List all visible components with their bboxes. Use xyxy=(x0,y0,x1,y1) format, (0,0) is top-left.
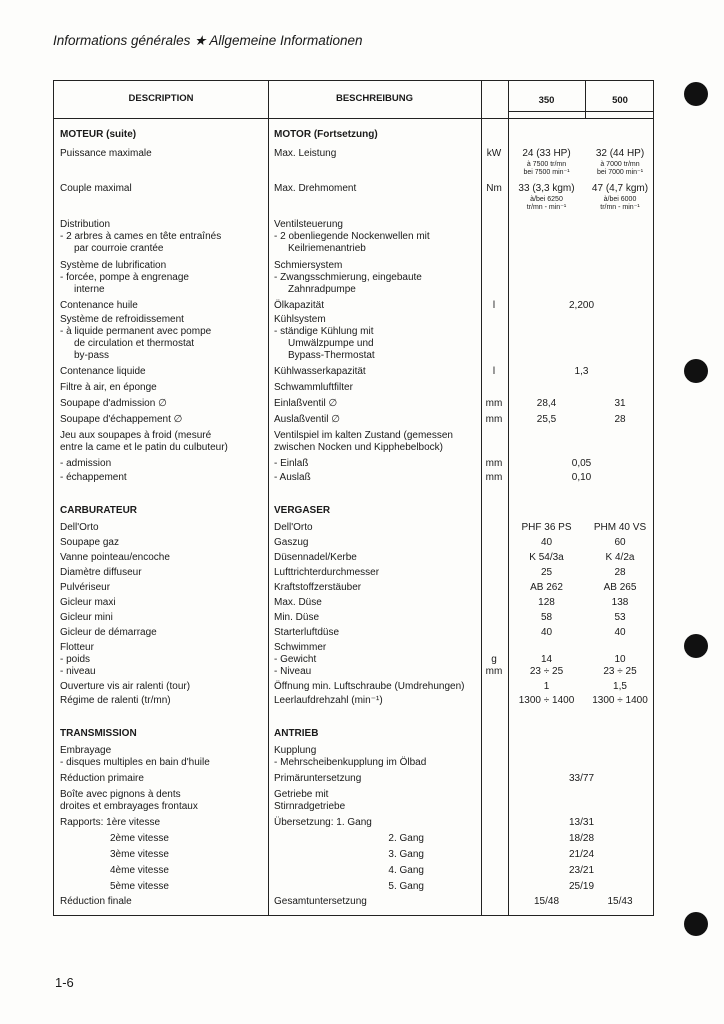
table-row xyxy=(54,567,655,579)
table-row xyxy=(54,284,655,296)
table-row xyxy=(54,654,655,666)
label-de: - Auslaß xyxy=(274,472,311,483)
label-fr: 5ème vitesse xyxy=(110,881,169,892)
value-note: bei 7000 min⁻¹ xyxy=(596,169,644,176)
value-500: 1,5 xyxy=(613,681,627,692)
value-350: 40 xyxy=(540,537,553,548)
label-fr: Rapports: 1ère vitesse xyxy=(60,817,161,828)
label-fr: Soupape gaz xyxy=(60,537,119,548)
header-beschreibung: BESCHREIBUNG xyxy=(335,93,414,104)
label-de: 2. Gang xyxy=(388,833,424,844)
label-de: - Gewicht xyxy=(274,654,317,665)
value-500: 47 (4,7 kgm) xyxy=(591,183,649,194)
label-de: Öffnung min. Luftschraube (Umdrehungen) xyxy=(274,681,465,692)
table-row xyxy=(54,314,655,326)
label-de: 4. Gang xyxy=(388,865,424,876)
label-fr: Couple maximal xyxy=(60,183,132,194)
label-de: 3. Gang xyxy=(388,849,424,860)
label-fr: Filtre à air, en éponge xyxy=(60,382,157,393)
label-fr: droites et embrayages frontaux xyxy=(60,801,198,812)
table-row xyxy=(54,398,655,410)
unit: mm xyxy=(485,458,503,469)
value-500: 32 (44 HP) xyxy=(595,148,645,159)
value-500: PHM 40 VS xyxy=(593,522,647,533)
value-both: 0,05 xyxy=(571,458,592,469)
label-de: - Niveau xyxy=(274,666,312,677)
section-title: TRANSMISSION xyxy=(60,728,137,739)
value-350: 1300 ÷ 1400 xyxy=(518,695,575,706)
label-de: Bypass-Thermostat xyxy=(288,350,375,361)
label-fr: Contenance huile xyxy=(60,300,138,311)
table-row xyxy=(54,552,655,564)
label-fr: - échappement xyxy=(60,472,127,483)
binder-hole-mark xyxy=(684,82,708,106)
value-500: 31 xyxy=(614,398,626,409)
label-de: Ventilsteuerung xyxy=(274,219,343,230)
label-fr: Diamètre diffuseur xyxy=(60,567,142,578)
value-500: 40 xyxy=(614,627,626,638)
value-both: 1,3 xyxy=(574,366,589,377)
label-fr: de circulation et thermostat xyxy=(74,338,195,349)
label-fr: Système de lubrification xyxy=(60,260,167,271)
value-500: 60 xyxy=(614,537,626,548)
value-350: 15/48 xyxy=(533,896,560,907)
value-500: AB 265 xyxy=(603,582,637,593)
label-fr: Boîte avec pignons à dents xyxy=(60,789,181,800)
label-de: Max. Düse xyxy=(274,597,322,608)
value-350: 25,5 xyxy=(536,414,557,425)
table-row xyxy=(54,430,655,442)
unit: l xyxy=(492,300,496,311)
table-row xyxy=(54,458,655,470)
binder-hole-mark xyxy=(684,634,708,658)
value-350: 28,4 xyxy=(536,398,557,409)
unit: mm xyxy=(485,398,503,409)
table-row xyxy=(54,833,655,845)
table-row xyxy=(54,272,655,284)
label-de: Max. Drehmoment xyxy=(274,183,357,194)
label-fr: Ouverture vis air ralenti (tour) xyxy=(60,681,191,692)
label-de: - Einlaß xyxy=(274,458,309,469)
value-350: AB 262 xyxy=(530,582,563,593)
label-de: Lufttrichterdurchmesser xyxy=(274,567,380,578)
table-row xyxy=(54,612,655,624)
value-both: 23/21 xyxy=(568,865,595,876)
value-note: tr/mn - min⁻¹ xyxy=(526,204,567,211)
table-row xyxy=(54,414,655,426)
label-fr: - à liquide permanent avec pompe xyxy=(60,326,212,337)
table-row xyxy=(54,148,655,160)
section-title: ANTRIEB xyxy=(274,728,319,739)
label-fr: entre la came et le patin du culbuteur) xyxy=(60,442,228,453)
label-fr: 3ème vitesse xyxy=(110,849,169,860)
label-fr: Distribution xyxy=(60,219,111,230)
header-350: 350 xyxy=(538,95,555,106)
table-row xyxy=(54,260,655,272)
value-note: tr/mn - min⁻¹ xyxy=(600,204,640,211)
label-fr: Régime de ralenti (tr/mn) xyxy=(60,695,171,706)
table-row xyxy=(54,728,655,740)
value-both: 13/31 xyxy=(568,817,595,828)
label-fr: Gicleur maxi xyxy=(60,597,116,608)
label-de: Ölkapazität xyxy=(274,300,325,311)
label-de: Düsennadel/Kerbe xyxy=(274,552,357,563)
label-de: Einlaßventil ∅ xyxy=(274,398,338,409)
label-fr: Embrayage xyxy=(60,745,112,756)
table-row xyxy=(54,472,655,484)
table-row xyxy=(54,505,655,517)
label-de: - 2 obenliegende Nockenwellen mit xyxy=(274,231,430,242)
header-divider xyxy=(508,111,653,112)
page-number: 1-6 xyxy=(55,975,74,990)
label-fr: Puissance maximale xyxy=(60,148,152,159)
label-de: - Zwangsschmierung, eingebaute xyxy=(274,272,422,283)
value-350: 1 xyxy=(543,681,550,692)
value-350: 23 ÷ 25 xyxy=(529,666,564,677)
table-row xyxy=(54,326,655,338)
table-row xyxy=(54,681,655,693)
table-row xyxy=(54,300,655,312)
label-fr: by-pass xyxy=(74,350,110,361)
table-row xyxy=(54,789,655,801)
table-row xyxy=(54,597,655,609)
label-de: Auslaßventil ∅ xyxy=(274,414,340,425)
table-row xyxy=(54,695,655,707)
unit: mm xyxy=(485,666,503,677)
label-fr: Système de refroidissement xyxy=(60,314,184,325)
label-fr: par courroie crantée xyxy=(74,243,164,254)
unit: l xyxy=(492,366,496,377)
section-title: MOTEUR (suite) xyxy=(60,129,137,140)
label-de: - ständige Kühlung mit xyxy=(274,326,374,337)
label-fr: interne xyxy=(74,284,105,295)
label-fr: - 2 arbres à cames en tête entraînés xyxy=(60,231,222,242)
table-row xyxy=(54,537,655,549)
label-de: Übersetzung: 1. Gang xyxy=(274,817,372,828)
label-de: Getriebe mit xyxy=(274,789,329,800)
value-500: 138 xyxy=(611,597,629,608)
value-350: K 54/3a xyxy=(529,552,564,563)
value-500: K 4/2a xyxy=(605,552,635,563)
label-de: Umwälzpumpe und xyxy=(288,338,374,349)
value-350: 24 (33 HP) xyxy=(522,148,571,159)
page-title: Informations générales ★ Allgemeine Informationen xyxy=(53,33,363,48)
label-fr: Flotteur xyxy=(60,642,94,653)
table-row xyxy=(54,219,655,231)
table-row xyxy=(54,382,655,394)
unit: mm xyxy=(485,472,503,483)
value-both: 33/77 xyxy=(568,773,595,784)
label-fr: - admission xyxy=(60,458,112,469)
label-fr: Soupape d'échappement ∅ xyxy=(60,414,183,425)
label-de: Schwimmer xyxy=(274,642,327,653)
header-description: DESCRIPTION xyxy=(128,93,194,104)
label-de: Leerlaufdrehzahl (min⁻¹) xyxy=(274,695,383,706)
table-row xyxy=(54,849,655,861)
label-de: Zahnradpumpe xyxy=(288,284,356,295)
label-de: Schwammluftfilter xyxy=(274,382,353,393)
unit: mm xyxy=(485,414,503,425)
table-row xyxy=(54,642,655,654)
label-fr: Réduction primaire xyxy=(60,773,144,784)
table-row xyxy=(54,442,655,454)
value-500: 28 xyxy=(614,414,626,425)
value-500: 10 xyxy=(614,654,626,665)
label-de: Gesamtuntersetzung xyxy=(274,896,367,907)
table-row xyxy=(54,350,655,362)
label-fr: Gicleur mini xyxy=(60,612,113,623)
value-both: 21/24 xyxy=(568,849,595,860)
table-row xyxy=(54,773,655,785)
value-note: à 7500 tr/mn xyxy=(526,161,567,168)
label-fr: 2ème vitesse xyxy=(110,833,169,844)
section-title: MOTOR (Fortsetzung) xyxy=(274,129,378,140)
table-row xyxy=(54,881,655,893)
value-350: 25 xyxy=(540,567,553,578)
label-de: Schmiersystem xyxy=(274,260,343,271)
value-350: 58 xyxy=(540,612,553,623)
label-fr: - forcée, pompe à engrenage xyxy=(60,272,189,283)
section-title: CARBURATEUR xyxy=(60,505,138,516)
value-both: 25/19 xyxy=(568,881,595,892)
value-350: 14 xyxy=(540,654,553,665)
table-row xyxy=(54,745,655,757)
table-row xyxy=(54,865,655,877)
section-title: VERGASER xyxy=(274,505,331,516)
label-fr: 4ème vitesse xyxy=(110,865,169,876)
value-500: 53 xyxy=(614,612,626,623)
table-row xyxy=(54,801,655,813)
value-both: 0,10 xyxy=(571,472,592,483)
table-row xyxy=(54,666,655,678)
value-500: 28 xyxy=(614,567,626,578)
label-de: Stirnradgetriebe xyxy=(274,801,346,812)
value-350: 40 xyxy=(540,627,553,638)
label-de: Primäruntersetzung xyxy=(274,773,362,784)
table-row xyxy=(54,757,655,769)
label-de: Max. Leistung xyxy=(274,148,337,159)
value-350: PHF 36 PS xyxy=(521,522,572,533)
label-de: Kraftstoffzerstäuber xyxy=(274,582,362,593)
table-row xyxy=(54,231,655,243)
label-de: Kühlsystem xyxy=(274,314,326,325)
table-row xyxy=(54,817,655,829)
value-note: à 7000 tr/mn xyxy=(600,161,640,168)
value-note: à/bei 6000 xyxy=(603,196,637,203)
binder-hole-mark xyxy=(684,359,708,383)
label-de: Ventilspiel im kalten Zustand (gemessen xyxy=(274,430,453,441)
label-fr: Jeu aux soupapes à froid (mesuré xyxy=(60,430,212,441)
table-row xyxy=(54,183,655,195)
table-row xyxy=(54,366,655,378)
label-de: Kupplung xyxy=(274,745,317,756)
value-500: 23 ÷ 25 xyxy=(603,666,637,677)
unit: Nm xyxy=(486,183,502,194)
unit: g xyxy=(491,654,497,665)
value-both: 18/28 xyxy=(568,833,595,844)
table-row xyxy=(54,522,655,534)
label-fr: - niveau xyxy=(60,666,96,677)
label-de: Starterluftdüse xyxy=(274,627,340,638)
label-de: - Mehrscheibenkupplung im Ölbad xyxy=(274,757,427,768)
spec-table xyxy=(53,80,654,916)
value-both: 2,200 xyxy=(568,300,595,311)
label-de: Dell'Orto xyxy=(274,522,313,533)
label-fr: Pulvériseur xyxy=(60,582,111,593)
table-row xyxy=(54,338,655,350)
label-fr: Réduction finale xyxy=(60,896,132,907)
table-row xyxy=(54,627,655,639)
label-fr: Soupape d'admission ∅ xyxy=(60,398,167,409)
label-de: Gaszug xyxy=(274,537,309,548)
label-fr: Vanne pointeau/encoche xyxy=(60,552,170,563)
label-de: 5. Gang xyxy=(388,881,424,892)
value-note: à/bei 6250 xyxy=(530,196,563,203)
label-de: zwischen Nocken und Kipphebelbock) xyxy=(274,442,443,453)
header-500: 500 xyxy=(612,95,628,106)
header-divider xyxy=(54,118,653,119)
label-fr: Gicleur de démarrage xyxy=(60,627,157,638)
table-row xyxy=(54,243,655,255)
unit: kW xyxy=(486,148,502,159)
value-350: 33 (3,3 kgm) xyxy=(518,183,575,194)
value-500: 1300 ÷ 1400 xyxy=(592,695,648,706)
label-de: Min. Düse xyxy=(274,612,320,623)
label-de: Keilriemenantrieb xyxy=(288,243,366,254)
table-row xyxy=(54,129,655,141)
value-note: bei 7500 min⁻¹ xyxy=(523,169,570,176)
label-fr: - poids xyxy=(60,654,91,665)
label-fr: - disques multiples en bain d'huile xyxy=(60,757,210,768)
value-500: 15/43 xyxy=(607,896,633,907)
label-fr: Contenance liquide xyxy=(60,366,146,377)
value-350: 128 xyxy=(538,597,555,608)
label-fr: Dell'Orto xyxy=(60,522,99,533)
label-de: Kühlwasserkapazität xyxy=(274,366,366,377)
table-row xyxy=(54,582,655,594)
binder-hole-mark xyxy=(684,912,708,936)
table-row xyxy=(54,896,655,908)
